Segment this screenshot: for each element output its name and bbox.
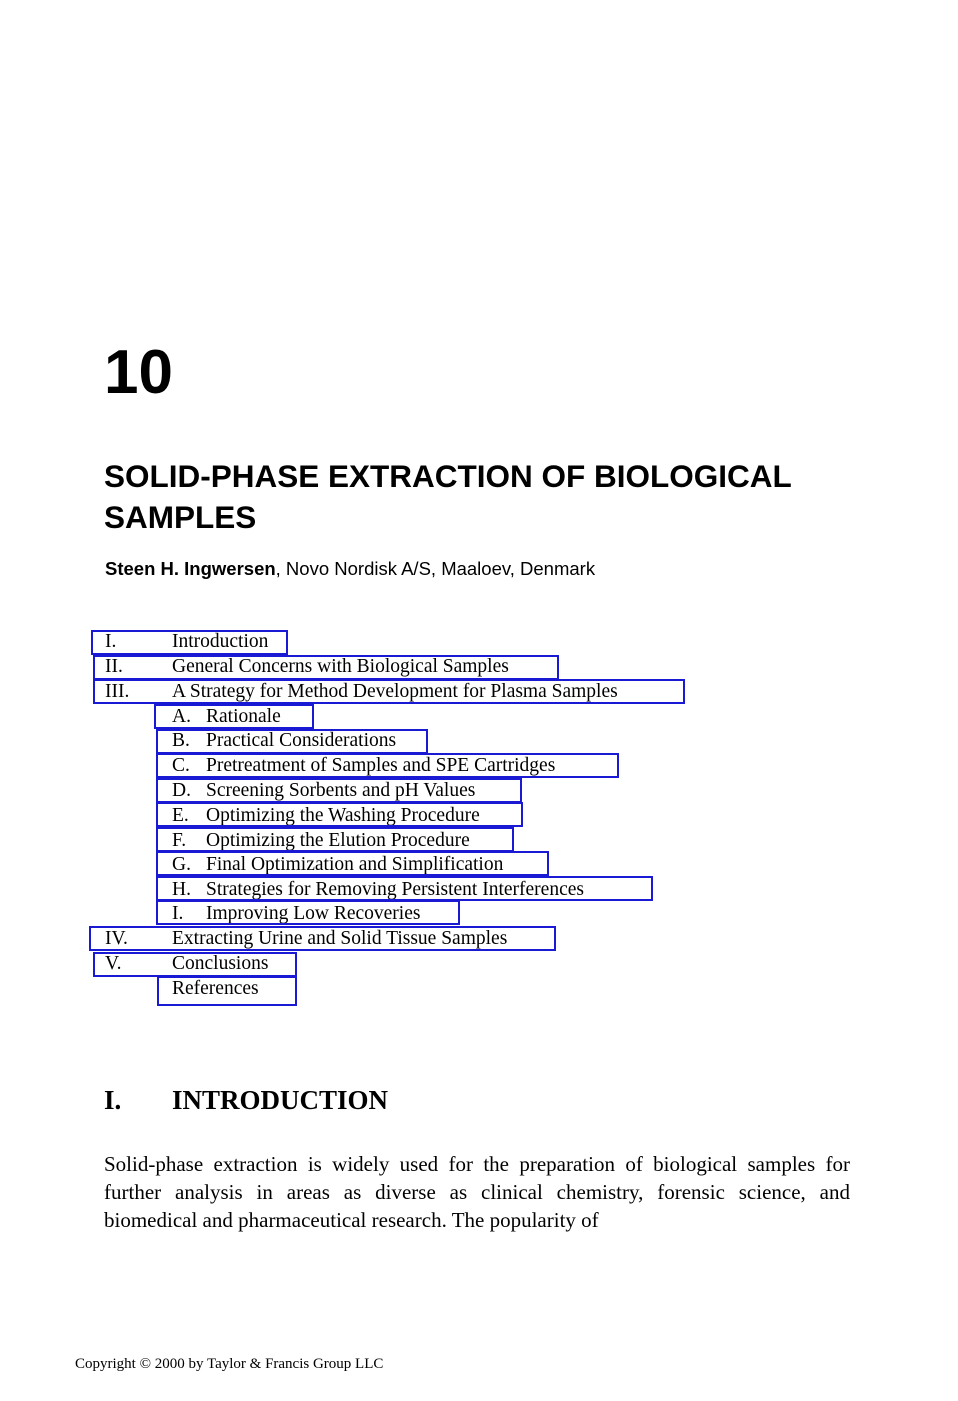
toc-number: I.: [172, 903, 184, 924]
section-title: INTRODUCTION: [172, 1085, 389, 1115]
author-name: Steen H. Ingwersen: [105, 558, 276, 579]
toc-number: III.: [105, 681, 130, 702]
toc-label: Screening Sorbents and pH Values: [206, 780, 476, 801]
chapter-number: 10: [104, 338, 173, 407]
toc-number: C.: [172, 755, 190, 776]
toc-number: H.: [172, 879, 191, 900]
section-number: I.: [104, 1085, 122, 1115]
toc-label: Introduction: [172, 631, 269, 652]
toc-label: Pretreatment of Samples and SPE Cartridges: [206, 755, 556, 776]
toc-label: Conclusions: [172, 953, 269, 974]
copyright-footer: Copyright © 2000 by Taylor & Francis Group LLC: [75, 1356, 384, 1372]
toc-number: G.: [172, 854, 191, 875]
toc-label: A Strategy for Method Development for Plasma Samples: [172, 681, 618, 702]
toc-number: V.: [105, 953, 122, 974]
toc-number: IV.: [105, 928, 128, 949]
author-affiliation: , Novo Nordisk A/S, Maaloev, Denmark: [275, 558, 596, 579]
toc-label: Optimizing the Washing Procedure: [206, 805, 480, 826]
toc-number: F.: [172, 830, 187, 851]
byline: [105, 557, 595, 581]
toc-label: References: [172, 978, 259, 999]
intro-paragraph: Solid-phase extraction is widely used for the preparation of biological samples for further analysis in areas as diverse as clinical chemistry, forensic science, and biomedical and pharmaceutical research. The popularity of: [104, 1152, 850, 1232]
chapter-title: SOLID-PHASE EXTRACTION OF BIOLOGICAL SAMPLES: [104, 458, 792, 535]
toc-number: E.: [172, 805, 189, 826]
toc-number: II.: [105, 656, 123, 677]
toc-label: Strategies for Removing Persistent Interferences: [206, 879, 584, 900]
toc-number: B.: [172, 730, 190, 751]
toc-label: Improving Low Recoveries: [206, 903, 421, 924]
toc-number: A.: [172, 706, 191, 727]
toc-label: Rationale: [206, 706, 281, 727]
toc-label: General Concerns with Biological Samples: [172, 656, 509, 677]
toc-number: I.: [105, 631, 117, 652]
toc-label: Optimizing the Elution Procedure: [206, 830, 470, 851]
toc-number: D.: [172, 780, 191, 801]
toc-label: Final Optimization and Simplification: [206, 854, 504, 875]
toc-label: Practical Considerations: [206, 730, 397, 751]
toc-label: Extracting Urine and Solid Tissue Samples: [172, 928, 508, 949]
